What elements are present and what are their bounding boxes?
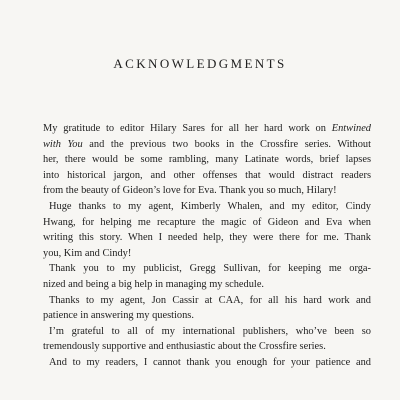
text-line: Thanks to my agent, Jon Cassir at CAA, for all his hard work and	[49, 294, 371, 306]
text-line: patience in answering my questions.	[43, 310, 194, 322]
text-line: Huge thanks to my agent, Kimberly Whalen, and my editor, Cindy	[49, 200, 371, 212]
text-line: her, there would be some rambling, many Latinate words, brief lapses	[43, 154, 371, 166]
text-line: writing this story. When I needed help, they were there for me. Thank	[43, 232, 371, 244]
paragraph-caa-agent	[43, 293, 371, 324]
text-line: nized and being a big help in managing my schedule.	[43, 278, 265, 290]
text-line: I’m grateful to all of my international publishers, who’ve been so	[49, 325, 371, 337]
text-line: with You and the previous two books in the Crossfire series. Without	[43, 138, 371, 150]
text-line: Hwang, for helping me recapture the magic of Gideon and Eva when	[43, 216, 371, 228]
acknowledgments-body	[43, 121, 371, 371]
page-title: ACKNOWLEDGMENTS	[113, 56, 287, 71]
paragraph-publicist	[43, 261, 371, 292]
text-line: tremendously supportive and enthusiastic about the Crossfire series.	[43, 341, 326, 353]
text-line: My gratitude to editor Hilary Sares for all her hard work on Entwined	[43, 123, 371, 134]
text-line: you, Kim and Cindy!	[43, 247, 132, 259]
text-line: Thank you to my publicist, Gregg Sullivan, for keeping me orga-	[49, 263, 371, 275]
text-line: from the beauty of Gideon’s love for Eva. Thank you so much, Hilary!	[43, 185, 337, 197]
paragraph-readers	[43, 355, 371, 371]
paragraph-editor	[43, 121, 371, 199]
paragraph-agent-editor	[43, 199, 371, 261]
paragraph-publishers	[43, 324, 371, 355]
text-line: into historical jargon, and other offenses that would distract readers	[43, 169, 371, 181]
text-line: And to my readers, I cannot thank you enough for your patience and	[49, 356, 371, 368]
